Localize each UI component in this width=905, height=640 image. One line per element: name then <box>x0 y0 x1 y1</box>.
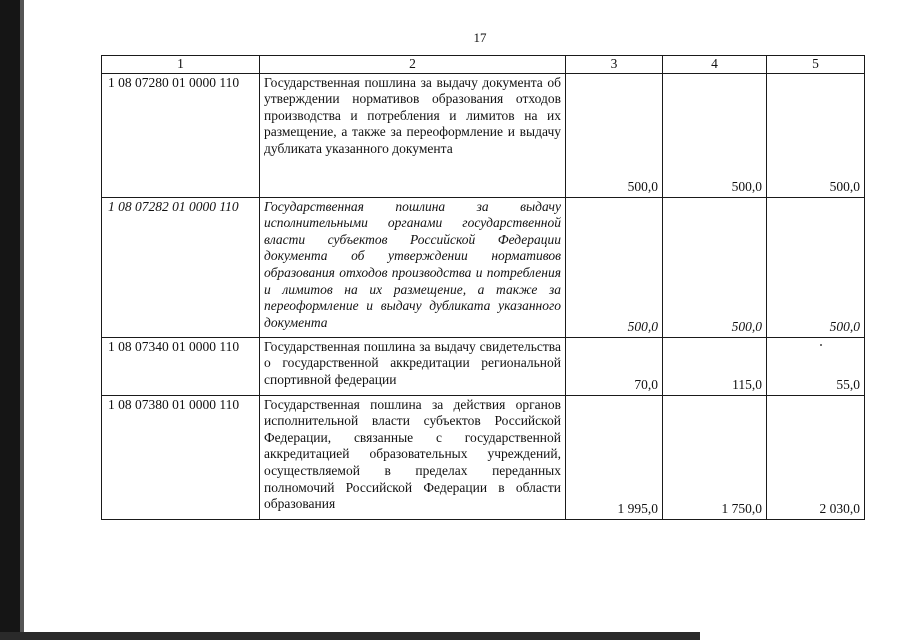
column-header-1: 1 <box>102 56 260 74</box>
budget-code-cell: 1 08 07280 01 0000 110 <box>102 73 260 197</box>
value-col4-cell: 500,0 <box>663 197 767 337</box>
column-header-4: 4 <box>663 56 767 74</box>
value-col3-cell: 1 995,0 <box>566 395 663 519</box>
scan-speck <box>820 344 822 346</box>
value-col4-cell: 500,0 <box>663 73 767 197</box>
table-header-row <box>102 56 865 74</box>
scan-bottom-border <box>0 632 700 640</box>
column-header-3: 3 <box>566 56 663 74</box>
description-cell: Государственная пошлина за выдачу свидетельства о государственной аккредитации региональной спортивной федерации <box>260 337 566 395</box>
value-col5-cell: 55,0 <box>767 337 865 395</box>
budget-code-cell: 1 08 07380 01 0000 110 <box>102 395 260 519</box>
value-col3-cell: 500,0 <box>566 197 663 337</box>
fee-table <box>101 55 865 520</box>
description-cell: Государственная пошлина за действия органов исполнительной власти субъектов Российской Федерации, связанные с государственной аккредитацией образовательных учреждений, осуществляемой в пределах переданных полномочий Российской Федерации в области образования <box>260 395 566 519</box>
description-cell: Государственная пошлина за выдачу исполнительными органами государственной власти субъектов Российской Федерации документа об утверждении нормативов образования отходов производства и потребления и лимитов на их размещение, а также за переоформление и выдачу дубликата указанного документа <box>260 197 566 337</box>
value-col4-cell: 1 750,0 <box>663 395 767 519</box>
value-col3-cell: 500,0 <box>566 73 663 197</box>
value-col5-cell: 2 030,0 <box>767 395 865 519</box>
budget-code-cell: 1 08 07340 01 0000 110 <box>102 337 260 395</box>
value-col4-cell: 115,0 <box>663 337 767 395</box>
scan-left-border <box>0 0 20 640</box>
table-row <box>102 337 865 395</box>
table-row <box>102 395 865 519</box>
scan-left-border-shadow <box>20 0 24 640</box>
value-col5-cell: 500,0 <box>767 197 865 337</box>
description-cell: Государственная пошлина за выдачу документа об утверждении нормативов образования отходов производства и потребления и лимитов на их размещение, а также за переоформление и выдачу дубликата указанного документа <box>260 73 566 197</box>
table-row <box>102 73 865 197</box>
value-col3-cell: 70,0 <box>566 337 663 395</box>
budget-code-cell: 1 08 07282 01 0000 110 <box>102 197 260 337</box>
column-header-5: 5 <box>767 56 865 74</box>
column-header-2: 2 <box>260 56 566 74</box>
page-number: 17 <box>473 30 487 45</box>
table-row <box>102 197 865 337</box>
value-col5-cell: 500,0 <box>767 73 865 197</box>
